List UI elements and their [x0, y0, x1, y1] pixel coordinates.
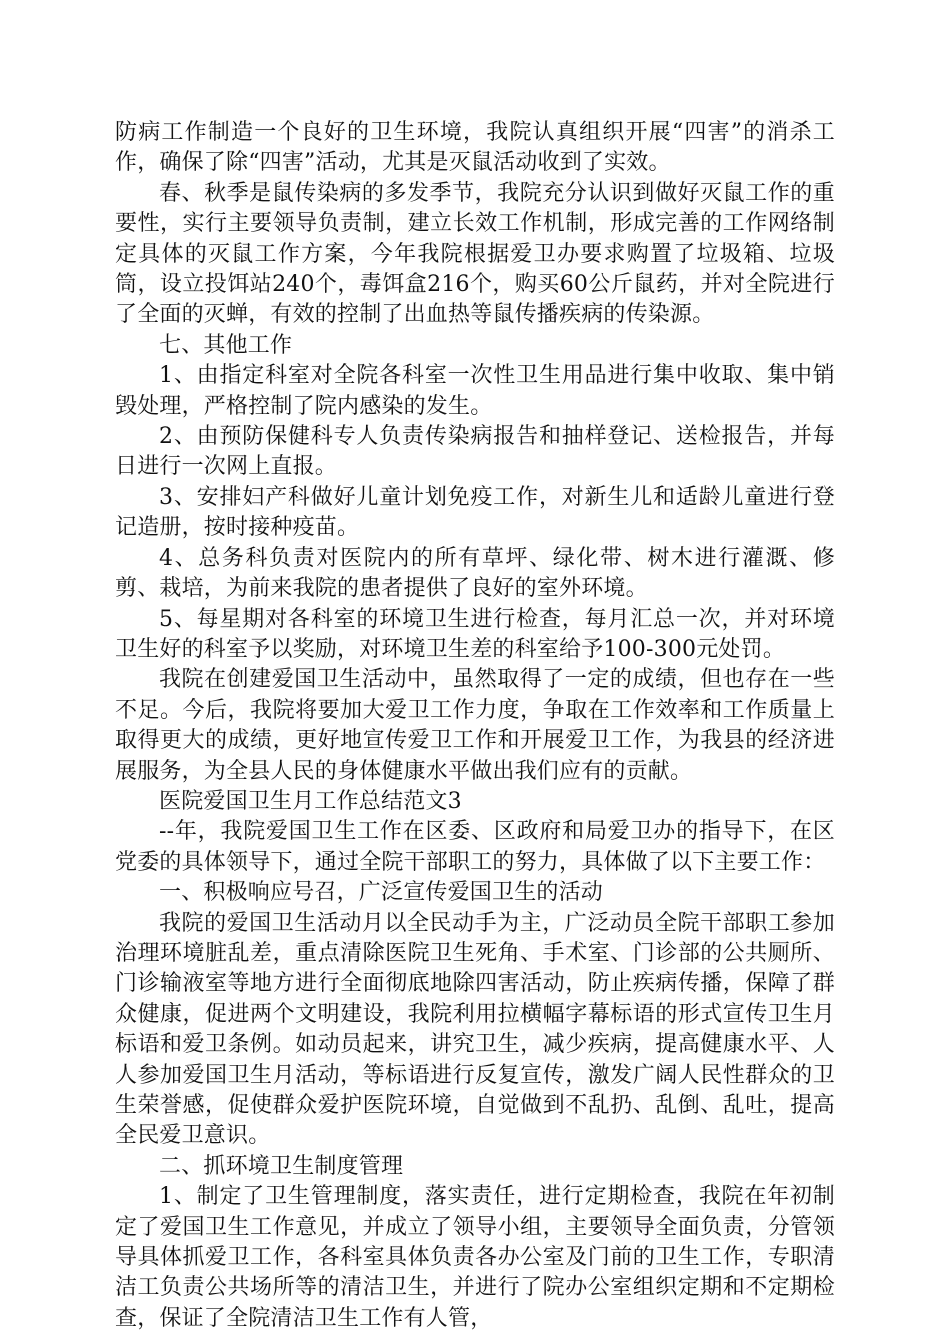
- list-item: 2、由预防保健科专人负责传染病报告和抽样登记、送检报告，并每日进行一次网上直报。: [115, 424, 835, 480]
- paragraph: 我院在创建爱国卫生活动中，虽然取得了一定的成绩，但也存在一些不足。今后，我院将要加大爱卫工作力度，争取在工作效率和工作质量上取得更大的成绩，更好地宣传爱卫工作和开展爱卫工作，为我县的经济进展服务，为全县人民的身体健康水平做出我们应有的贡献。: [115, 667, 835, 784]
- paragraph: 春、秋季是鼠传染病的多发季节，我院充分认识到做好灭鼠工作的重要性，实行主要领导负责制，建立长效工作机制，形成完善的工作网络制定具体的灭鼠工作方案，今年我院根据爱卫办要求购置了垃圾箱、垃圾筒，设立投饵站240个，毒饵盒216个，购买60公斤鼠药，并对全院进行了全面的灭蝉，有效的控制了出血热等鼠传播疾病的传染源。: [115, 180, 835, 328]
- document-title: 医院爱国卫生月工作总结范文3: [159, 788, 462, 814]
- list-item: 3、安排妇产科做好儿童计划免疫工作，对新生儿和适龄儿童进行登记造册，按时接种疫苗。: [115, 484, 835, 541]
- list-item: 1、制定了卫生管理制度，落实责任，进行定期检查，我院在年初制定了爱国卫生工作意见，并成立了领导小组，主要领导全面负责，分管领导具体抓爱卫工作，各科室具体负责各办公室及门前的卫生工作，专职清洁工负责公共场所等的清洁卫生，并进行了院办公室组织定期和不定期检查，保证了全院清洁卫生工作有人管，: [115, 1184, 835, 1331]
- section-heading: 二、抓环境卫生制度管理: [159, 1153, 404, 1179]
- paragraph: --年，我院爱国卫生工作在区委、区政府和局爱卫办的指导下，在区党委的具体领导下，通过全院干部职工的努力，具体做了以下主要工作：: [115, 819, 835, 875]
- document-body: [115, 118, 835, 1334]
- list-item: 1、由指定科室对全院各科室一次性卫生用品进行集中收取、集中销毁处理，严格控制了院内感染的发生。: [115, 363, 835, 419]
- paragraph: 防病工作制造一个良好的卫生环境，我院认真组织开展“四害”的消杀工作，确保了除“四害”活动，尤其是灭鼠活动收到了实效。: [115, 120, 835, 176]
- list-item: 5、每星期对各科室的环境卫生进行检查，每月汇总一次，并对环境卫生好的科室予以奖励，对环境卫生差的科室给予100-300元处罚。: [115, 606, 835, 662]
- section-heading: 一、积极响应号召，广泛宣传爱国卫生的活动: [159, 880, 604, 906]
- list-item: 4、总务科负责对医院内的所有草坪、绿化带、树木进行灌溉、修剪、栽培，为前来我院的患者提供了良好的室外环境。: [115, 545, 835, 602]
- section-heading: 七、其他工作: [159, 332, 293, 358]
- paragraph: 我院的爱国卫生活动月以全民动手为主，广泛动员全院干部职工参加治理环境脏乱差，重点清除医院卫生死角、手术室、门诊部的公共厕所、门诊输液室等地方进行全面彻底地除四害活动，防止疾病传播，保障了群众健康，促进两个文明建设，我院利用拉横幅字幕标语的形式宣传卫生月标语和爱卫条例。如动员起来，讲究卫生，减少疾病，提高健康水平、人人参加爱国卫生月活动，等标语进行反复宣传，激发广阔人民性群众的卫生荣誉感，促使群众爱护医院环境，自觉做到不乱扔、乱倒、乱吐，提高全民爱卫意识。: [115, 910, 835, 1149]
